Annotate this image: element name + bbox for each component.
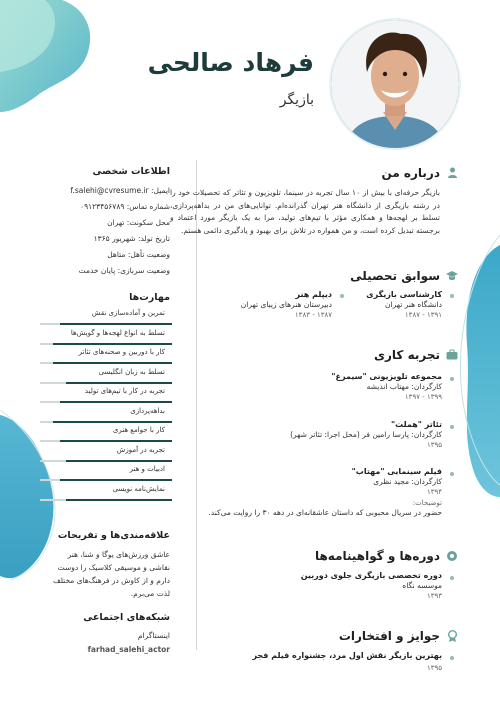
phone-value: ۰۹۱۲۳۴۵۶۷۸۹	[80, 202, 125, 211]
job-title: بازیگر	[279, 92, 314, 108]
education-degree: کارشناسی بازیگری	[366, 290, 442, 299]
skill-label: تجربه در آموزش	[116, 445, 165, 454]
course-item	[301, 571, 442, 600]
experience-role: تئاتر "هملت"	[390, 420, 442, 429]
experience-years: ۱۳۹۹ - ۱۳۹۷	[404, 393, 442, 401]
birth-row	[94, 234, 170, 243]
skill-level-bar	[53, 343, 172, 345]
profile-photo	[329, 18, 461, 150]
award-year: ۱۳۹۵	[426, 664, 442, 672]
skill-label: ادبیات و هنر	[129, 465, 165, 473]
about-text: بازیگر حرفه‌ای با بیش از ۱۰ سال تجربه در سینما، تلویزیون و تئاتر که تحصیلات خود را در رشته بازیگری از دانشگاه هنر تهران گذرانده‌ام. توانایی‌های من در بداهه‌پردازی، تسلط بر لهجه‌ها و همکاری مؤثر با تیم‌های تولید، مرا به یک بازیگر مورد اعتماد و برجسته تبدیل کرده است، و من همواره در تلاش برای بهبود و یادگیری دائمی هستم.	[170, 188, 440, 235]
skill-level-track	[40, 343, 53, 345]
course-org: موسسه نگاه	[402, 581, 442, 590]
skill-label: کار با دوربین و صحنه‌های تئاتر	[78, 348, 165, 356]
skill-level-track	[40, 382, 66, 384]
education-title: سوابق تحصیلی	[350, 269, 440, 283]
experience-item	[208, 467, 442, 519]
about-title: درباره من	[381, 166, 440, 180]
experience-item	[331, 372, 442, 401]
residence-value: تهران	[107, 218, 125, 227]
top-left-blob	[0, 0, 100, 115]
email-row	[70, 186, 170, 195]
experience-years: ۱۳۹۵	[426, 441, 442, 449]
skills-title: مهارت‌ها	[129, 292, 170, 303]
briefcase-icon	[446, 349, 458, 361]
skill-level-track	[40, 401, 60, 403]
skill-level-bar	[53, 362, 172, 364]
phone-row	[80, 202, 170, 211]
experience-desc-label: توضیحات:	[412, 499, 442, 507]
skill-level-track	[40, 460, 66, 462]
skill-label: تمرین و آماده‌سازی نقش	[91, 309, 165, 317]
skill-label: کار با جوامع هنری	[112, 426, 165, 434]
interests-text: عاشق ورزش‌های یوگا و شنا، هنر نقاشی و موسیقی کلاسیک را دوست دارم و از کاوش در فرهنگ‌های مختلف لذت می‌برم.	[52, 550, 170, 598]
personal-info-title: اطلاعات شخصی	[92, 166, 170, 177]
person-icon	[446, 167, 458, 179]
skill-level-bar	[53, 421, 172, 423]
bullet	[450, 377, 454, 381]
bullet	[450, 656, 454, 660]
experience-title: تجربه کاری	[374, 348, 440, 362]
bullet	[450, 576, 454, 580]
phone-label: شماره تماس:	[126, 202, 170, 211]
social-handle[interactable]: farhad_salehi_actor	[87, 645, 170, 654]
skill-label: بداهه‌پردازی	[130, 406, 165, 415]
course-year: ۱۳۹۳	[426, 592, 442, 600]
experience-role: فیلم سینمایی "مهتاب"	[351, 467, 442, 476]
bullet	[450, 472, 454, 476]
course-name: دوره تخصصی بازیگری جلوی دوربین	[300, 571, 442, 580]
experience-role: مجموعه تلویزیونی "سیمرغ"	[331, 372, 442, 381]
skill-level-track	[40, 499, 66, 501]
birth-label: تاریخ تولد:	[137, 234, 170, 243]
skill-level-bar	[66, 460, 172, 462]
experience-desc: حضور در سریال محبوبی که داستان عاشقانه‌ای در دهه ۳۰ را روایت می‌کند.	[208, 508, 442, 517]
skill-label: تسلط به انواع لهجه‌ها و گویش‌ها	[70, 328, 165, 337]
skill-level-track	[40, 421, 53, 423]
skill-level-bar	[66, 382, 172, 384]
education-years: ۱۳۹۱ - ۱۳۸۷	[404, 311, 442, 319]
badge-icon	[446, 550, 458, 562]
candidate-name: فرهاد صالحی	[147, 48, 314, 77]
social-title: شبکه‌های اجتماعی	[83, 612, 170, 623]
avatar-illustration	[331, 20, 459, 148]
email-link[interactable]: f.salehi@cvresume.ir	[70, 186, 149, 195]
courses-title: دوره‌ها و گواهینامه‌ها	[314, 549, 440, 563]
skill-level-track	[40, 323, 60, 325]
education-school: دبیرستان هنرهای زیبای تهران	[240, 300, 332, 309]
marital-row	[107, 250, 170, 259]
skill-level-track	[40, 440, 60, 442]
marital-label: وضعیت تأهل:	[127, 250, 170, 259]
skill-level-bar	[66, 499, 172, 501]
education-degree: دیپلم هنر	[295, 290, 332, 299]
residence-label: محل سکونت:	[126, 218, 170, 227]
social-platform: اینستاگرام	[137, 631, 170, 640]
education-school: دانشگاه هنر تهران	[385, 300, 442, 309]
marital-value: متاهل	[107, 250, 126, 259]
right-blob	[455, 235, 500, 500]
military-value: پایان خدمت	[78, 266, 116, 275]
skill-level-bar	[60, 401, 172, 403]
skill-label: تجربه در کار با تیم‌های تولید	[84, 387, 165, 395]
education-item	[366, 290, 442, 319]
military-row	[79, 266, 170, 275]
awards-title: جوایز و افتخارات	[338, 629, 440, 643]
skill-level-bar	[60, 440, 172, 442]
education-item	[241, 290, 332, 319]
skill-level-bar	[60, 323, 172, 325]
skill-label: تسلط به زبان انگلیسی	[98, 367, 165, 376]
bullet	[450, 425, 454, 429]
skill-level-track	[40, 362, 53, 364]
residence-row	[107, 218, 170, 227]
bullet	[450, 294, 454, 298]
award-icon	[446, 630, 458, 642]
skill-label: نمایش‌نامه نویسی	[112, 484, 165, 493]
experience-director: کارگردان: پارسا رامین فر (محل اجرا: تئاتر شهر)	[290, 430, 442, 439]
email-label: ایمیل:	[151, 186, 170, 195]
skill-level-bar	[60, 479, 172, 481]
birth-value: شهریور ۱۳۶۵	[93, 234, 136, 243]
experience-years: ۱۳۹۴	[426, 488, 442, 496]
military-label: وضعیت سربازی:	[117, 266, 170, 275]
experience-director: کارگردان: مهتاب اندیشه	[366, 382, 442, 391]
award-name: بهترین بازیگر نقش اول مرد، جشنواره فیلم فجر	[252, 651, 442, 660]
graduation-cap-icon	[446, 270, 458, 282]
skill-level-track	[40, 479, 60, 481]
interests-title: علاقه‌مندی‌ها و تفریحات	[57, 530, 170, 541]
experience-item	[290, 420, 442, 449]
education-years: ۱۳۸۷ - ۱۳۸۳	[294, 311, 332, 319]
award-item	[252, 651, 442, 672]
bullet	[340, 294, 344, 298]
experience-director: کارگردان: مجید نظری	[373, 477, 442, 486]
